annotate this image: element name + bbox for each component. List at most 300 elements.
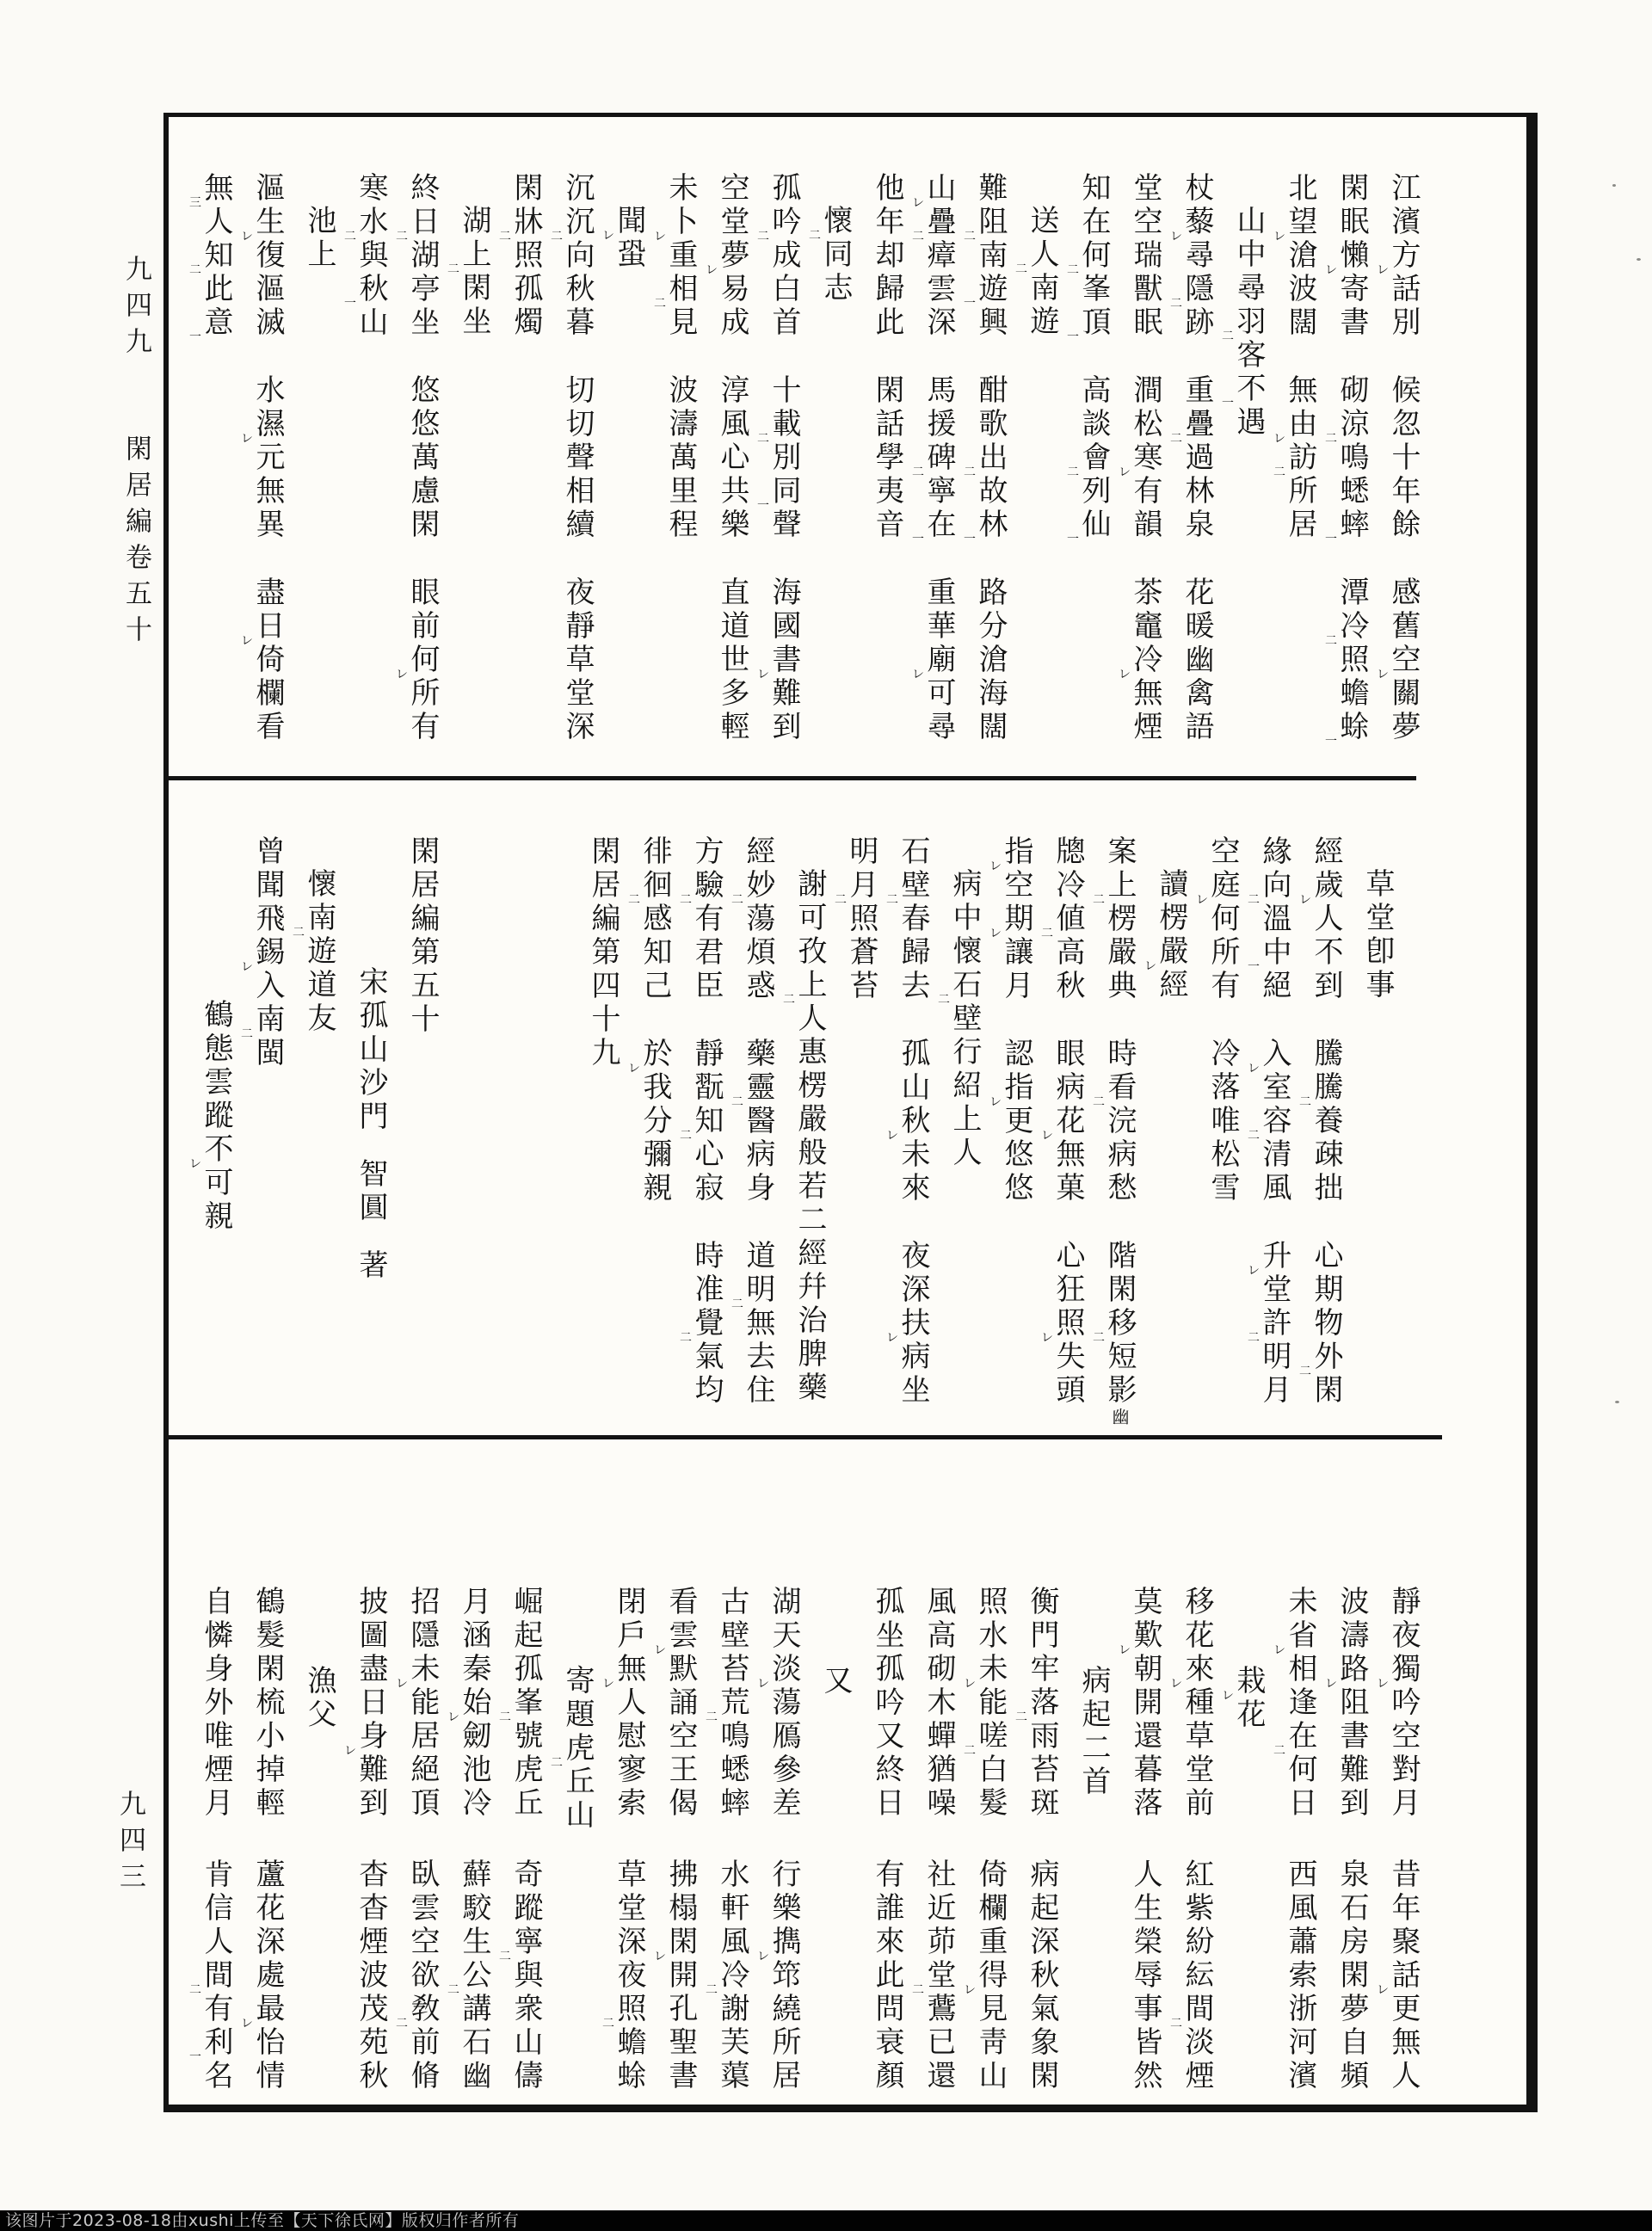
scan-speck	[1637, 258, 1641, 261]
text-line: 終日湖亭坐	[405, 172, 440, 340]
kunten-mark: 二	[396, 2017, 408, 2031]
title-column	[447, 172, 491, 766]
text-line: 閑牀照孤燭	[509, 172, 543, 340]
poem-column	[1273, 172, 1317, 766]
kunten-mark: レ	[1377, 1983, 1389, 1997]
poem-column	[1325, 1495, 1369, 2093]
kunten-mark: 二	[551, 230, 563, 243]
scan-speck	[1615, 1401, 1619, 1403]
text-line: 酣歌出故林	[973, 374, 1008, 542]
text-line: 閉戶無人慰寥索	[612, 1586, 646, 1821]
text-line: 靜翫知心寂	[689, 1038, 724, 1205]
poem-column	[1093, 835, 1137, 1425]
text-line: 潭冷照蟾蜍	[1335, 576, 1369, 744]
text-line: 寒水與秋山	[354, 172, 388, 340]
kunten-mark: レ	[912, 668, 924, 681]
kunten-mark: レ	[1170, 1677, 1182, 1691]
text-line: 騰騰養疎拙	[1309, 1038, 1343, 1205]
text-line: 照水未能嗟白髮	[973, 1586, 1008, 1821]
poem-column	[870, 1495, 904, 2093]
kunten-mark: 一	[344, 297, 356, 311]
kunten-mark: レ	[241, 230, 253, 243]
kunten-mark: レ	[654, 1950, 666, 1963]
poem-column	[241, 1495, 285, 2093]
kunten-mark: レ	[912, 196, 924, 210]
kunten-mark: 一	[757, 499, 769, 513]
text-line: 無由訪所居	[1283, 374, 1317, 542]
text-line: 讀楞嚴經	[1154, 868, 1188, 1002]
text-line: 懷同志	[818, 205, 853, 305]
text-line: 病中懷石壁行紹上人	[947, 868, 982, 1170]
kunten-mark: 一	[1222, 397, 1234, 410]
kunten-mark: 二	[912, 230, 924, 243]
kunten-mark: 二	[499, 230, 511, 243]
kunten-mark: レ	[1041, 1129, 1053, 1143]
kunten-mark: 二	[293, 926, 305, 940]
text-line: 山疊瘴雲深	[922, 172, 956, 340]
kunten-mark: レ	[1248, 1264, 1260, 1278]
text-line: 眼前何所有	[405, 576, 440, 744]
kunten-mark: 二	[1325, 432, 1337, 446]
text-line: 難阻南遊興	[973, 172, 1008, 340]
kunten-mark: 二	[602, 2017, 614, 2031]
kunten-mark: 二	[499, 1950, 511, 1963]
text-line: 杖藜尋隱跡	[1180, 172, 1214, 340]
kunten-mark: レ	[1299, 893, 1311, 907]
kunten-mark: 一	[189, 330, 201, 344]
text-line: 眼病花無菓	[1051, 1038, 1085, 1205]
text-line: 未卜重相見	[663, 172, 698, 340]
kunten-mark: 三	[189, 196, 201, 210]
text-line: 明月照蒼苔	[844, 835, 878, 1003]
kunten-mark: レ	[1377, 263, 1389, 277]
poem-column	[654, 172, 698, 766]
text-line: 懷南遊道友	[302, 868, 336, 1036]
text-line: 曾聞飛錫入南閩	[250, 835, 285, 1070]
text-line: 未省相逢在何日	[1283, 1586, 1317, 1821]
kunten-mark: レ	[706, 263, 718, 277]
poem-column	[1067, 172, 1111, 766]
kunten-mark: レ	[602, 1677, 614, 1691]
margin-folio-column	[122, 255, 149, 682]
kunten-mark: 一	[1248, 960, 1260, 974]
text-line: 月涵秦始劒池冷	[457, 1586, 491, 1821]
kunten-mark: レ	[241, 960, 253, 974]
text-line: 淳風心共樂	[715, 374, 749, 542]
kunten-mark: レ	[1377, 668, 1389, 681]
text-line: 草堂卽事	[1360, 868, 1395, 1002]
poem-column	[989, 835, 1033, 1425]
poem-column	[189, 172, 233, 766]
kunten-mark: 二	[1041, 927, 1053, 940]
kunten-mark: 二	[938, 993, 950, 1007]
text-line: 看雲默誦空王偈	[663, 1586, 698, 1821]
text-line: 波濤萬里程	[663, 374, 698, 542]
text-line: 臥雲空欲敎前脩	[405, 1858, 440, 2093]
text-line: 智圓	[354, 1158, 388, 1225]
kunten-mark: 二	[189, 263, 201, 277]
kunten-mark: 二	[1093, 1095, 1105, 1109]
kunten-mark: 二	[1015, 262, 1027, 276]
text-line: 孤山秋未來	[896, 1038, 930, 1205]
title-column	[1360, 835, 1395, 1425]
text-line: 感舊空關夢	[1386, 576, 1421, 744]
text-line: 心期物外閑	[1309, 1240, 1343, 1408]
kunten-mark: レ	[628, 1062, 640, 1075]
kunten-mark: 二	[1248, 1129, 1260, 1143]
kunten-mark: 二	[706, 1983, 718, 1997]
kunten-mark: 二	[1170, 297, 1182, 311]
poem-column	[189, 1495, 233, 2093]
poem-column	[189, 835, 233, 1425]
text-line: 徘徊感知己	[638, 835, 672, 1003]
text-line: 送人南遊	[1025, 205, 1059, 339]
kunten-mark: レ	[1325, 263, 1337, 277]
kunten-mark: レ	[241, 2017, 253, 2031]
kunten-mark: 一	[1325, 533, 1337, 546]
poem-column	[1041, 835, 1085, 1425]
text-line: 重疊過林泉	[1180, 374, 1214, 542]
text-line: 指空期讓月	[999, 835, 1033, 1003]
inserted-small-char: 幽	[1109, 1408, 1130, 1425]
text-line: 拂榻閑開孔聖書	[663, 1858, 698, 2093]
text-line: 高談會列仙	[1076, 374, 1111, 542]
text-line: 肯信人間有利名	[199, 1858, 233, 2093]
text-line: 路分滄海闊	[973, 576, 1008, 744]
text-line: 靜夜獨吟空對月	[1386, 1586, 1421, 1821]
marker-column	[586, 835, 620, 1425]
text-line: 經妙蕩煩惑	[741, 835, 775, 1003]
kunten-mark: 二	[835, 893, 847, 907]
kunten-mark: 二	[886, 893, 898, 907]
kunten-mark: 二	[809, 229, 821, 243]
text-line: 奇蹤寧與衆山儔	[509, 1858, 543, 2093]
kunten-mark: レ	[1144, 959, 1156, 973]
text-line: 蘆花深處最怡情	[250, 1858, 285, 2093]
text-line: 西風蕭索浙河濱	[1283, 1858, 1317, 2093]
poem-column	[602, 1495, 646, 2093]
text-line: 招隱未能居絕頂	[405, 1586, 440, 1821]
kunten-mark: レ	[396, 668, 408, 681]
kunten-mark: 二	[1067, 263, 1079, 277]
column-spacer	[489, 835, 566, 1425]
text-line: 緣向溫中絕	[1257, 835, 1291, 1003]
kunten-mark: レ	[757, 1950, 769, 1963]
text-line: 石壁春歸去	[896, 835, 930, 1003]
poem-column	[912, 1495, 956, 2093]
title-column	[809, 172, 853, 766]
kunten-mark: 二	[1248, 893, 1260, 907]
text-line: 蘚駮生公講石幽	[457, 1858, 491, 2093]
poem-column	[396, 1495, 440, 2093]
kunten-mark: レ	[1273, 230, 1285, 243]
kunten-mark: レ	[886, 1129, 898, 1143]
kunten-mark: 二	[706, 1710, 718, 1724]
text-line: 披圖盡日身難到	[354, 1586, 388, 1821]
kunten-mark: レ	[1196, 893, 1208, 907]
kunten-mark: レ	[1170, 230, 1182, 243]
poem-column	[731, 835, 775, 1425]
text-line: 昔年聚話更無人	[1386, 1858, 1421, 2093]
kunten-mark: 二	[1248, 1331, 1260, 1345]
text-line: 心狂照失頭	[1051, 1240, 1085, 1408]
poem-column	[757, 172, 801, 766]
kunten-mark: 一	[189, 2050, 201, 2064]
text-line: 自憐身外唯煙月	[199, 1586, 233, 1821]
kunten-mark: 一	[1067, 533, 1079, 546]
text-line: 水濕元無異	[250, 374, 285, 542]
poem-column	[872, 172, 902, 766]
kunten-mark: 二	[628, 893, 640, 907]
register-top	[169, 117, 1442, 776]
kunten-mark: 二	[654, 297, 666, 311]
watermark-bar	[0, 2210, 1652, 2231]
kunten-mark: 二	[783, 993, 795, 1007]
kunten-mark: レ	[1041, 1331, 1053, 1345]
kunten-mark: 二	[1067, 465, 1079, 479]
kunten-mark: レ	[654, 1643, 666, 1657]
text-line: 閑居編第五十	[405, 835, 440, 1037]
poem-column	[964, 1495, 1008, 2093]
kunten-mark: レ	[447, 1710, 459, 1724]
text-line: 冷落唯松雪	[1205, 1038, 1240, 1205]
register-bottom	[169, 1435, 1442, 2094]
text-line: 湖天淡蕩鴈參差	[767, 1586, 801, 1821]
scan-speck	[1612, 184, 1616, 187]
text-line: 病起深秋氣象閑	[1025, 1858, 1059, 2093]
text-line: 水軒風冷謝芙蕖	[715, 1858, 749, 2093]
poem-column	[1377, 172, 1421, 766]
kunten-mark: レ	[1248, 1062, 1260, 1075]
kunten-mark: レ	[1273, 432, 1285, 446]
title-column	[1222, 172, 1266, 766]
kunten-mark: 二	[964, 1744, 976, 1758]
kunten-mark: 二	[1299, 1095, 1311, 1109]
poem-column	[344, 1495, 388, 2093]
kunten-mark: 一	[912, 533, 924, 546]
poem-column	[499, 172, 543, 766]
text-line: 著	[354, 1249, 388, 1283]
text-line: 北望滄波闊	[1283, 172, 1317, 340]
text-line: 花暖幽禽語	[1180, 576, 1214, 744]
title-column	[1015, 172, 1059, 766]
text-line: 馬援碑寧在	[922, 374, 956, 542]
text-line: 切切聲相續	[560, 374, 595, 542]
poem-column	[344, 172, 388, 766]
kunten-mark: 二	[757, 230, 769, 243]
poem-column	[1015, 1495, 1059, 2093]
text-line: 鶴態雲蹤不可親	[199, 999, 233, 1234]
poem-column	[757, 1495, 801, 2093]
kunten-mark: 二	[912, 465, 924, 479]
poem-column	[706, 1495, 749, 2093]
text-line: 聞蛩	[612, 205, 646, 272]
text-line: 草堂深夜照蟾蜍	[612, 1858, 646, 2093]
poem-column	[241, 835, 285, 1425]
text-line: 案上楞嚴典	[1102, 835, 1137, 1003]
text-line: 茶竈冷無煙	[1128, 576, 1162, 744]
text-line: 有誰來此問衰顏	[870, 1858, 904, 2093]
text-line: 藥靈醫病身	[741, 1038, 775, 1205]
poem-column	[654, 1495, 698, 2093]
kunten-mark: 二	[1273, 1744, 1285, 1758]
kunten-mark: 二	[912, 1983, 924, 1997]
text-line: 沉沉向秋暮	[560, 172, 595, 340]
kunten-mark: 一	[1067, 330, 1079, 344]
title-column	[818, 1495, 853, 2084]
text-line: 於我分彌親	[638, 1038, 672, 1205]
title-column	[1076, 1495, 1111, 2084]
title-column	[938, 835, 982, 1425]
text-line: 行樂擕筇繞所居	[767, 1858, 801, 2093]
poem-column	[241, 172, 285, 766]
poem-column	[912, 172, 956, 766]
text-line: 江濱方話別	[1386, 172, 1421, 340]
poem-column	[1273, 1495, 1317, 2093]
text-line: 寄題虎丘山	[560, 1665, 595, 1833]
poem-column	[1119, 172, 1162, 766]
text-line: 謝可孜上人惠楞嚴般若二經幷治脾藥	[792, 868, 827, 1405]
kunten-mark: 二	[680, 1331, 692, 1345]
title-column	[302, 1495, 336, 2084]
text-line: 紅紫紛紜間淡煙	[1180, 1858, 1214, 2093]
poem-column	[628, 835, 672, 1425]
kunten-mark: レ	[1325, 1677, 1337, 1691]
poem-column	[447, 1495, 491, 2093]
poem-column	[1248, 835, 1291, 1425]
kunten-mark: 二	[241, 1027, 253, 1041]
poem-column	[499, 1495, 543, 2093]
kunten-mark: 一	[964, 533, 976, 546]
kunten-mark: レ	[241, 634, 253, 648]
text-line: 牕冷値高秋	[1051, 835, 1085, 1003]
kunten-mark: レ	[1119, 465, 1131, 479]
poem-column	[886, 835, 930, 1425]
text-line: 栽花	[1231, 1665, 1266, 1732]
kunten-mark: レ	[602, 229, 614, 243]
text-line: 古壁苔荒鳴蟋蟀	[715, 1586, 749, 1821]
text-line: 重華廟可尋	[922, 576, 956, 744]
kunten-mark: レ	[964, 1983, 976, 1997]
kunten-mark: レ	[1222, 1689, 1234, 1703]
poem-column	[1196, 835, 1240, 1425]
text-line: 漁父	[302, 1665, 336, 1732]
text-line: 夜靜草堂深	[560, 576, 595, 744]
text-line: 人生榮辱事皆然	[1128, 1858, 1162, 2093]
text-line: 盡日倚欄看	[250, 576, 285, 744]
volume-title: 閑居編卷五十	[120, 434, 151, 651]
text-line: 又	[818, 1665, 853, 1698]
kunten-mark: 二	[1093, 893, 1105, 907]
kunten-mark: 二	[447, 262, 459, 276]
folio-label: 九四九	[120, 255, 151, 363]
text-line: 道明無去住	[741, 1240, 775, 1408]
kunten-mark: 二	[680, 1129, 692, 1143]
poem-column	[835, 835, 878, 1425]
kunten-mark: 二	[1273, 465, 1285, 479]
kunten-mark: 二	[189, 1983, 201, 1997]
kunten-mark: 二	[964, 465, 976, 479]
kunten-mark: レ	[396, 1677, 408, 1691]
marker-column	[405, 835, 440, 1425]
kunten-mark: レ	[989, 927, 1002, 940]
kunten-mark: 二	[731, 1297, 743, 1311]
text-line: 時看浣病愁	[1102, 1038, 1137, 1205]
text-line: 池上	[302, 205, 336, 272]
text-line: 莫歎朝開還暮落	[1128, 1586, 1162, 1821]
kunten-mark: 二	[1093, 1331, 1105, 1345]
kunten-mark: レ	[989, 860, 1002, 873]
kunten-mark: レ	[1273, 1643, 1285, 1657]
register-middle	[169, 776, 1416, 1435]
text-line: 波濤路阻書難到	[1335, 1586, 1369, 1821]
text-line: 階閑移短影幽	[1102, 1240, 1137, 1425]
text-line: 無人知此意	[199, 172, 233, 340]
kunten-mark: レ	[886, 1331, 898, 1345]
text-line: 直道世多輕	[715, 576, 749, 744]
author-column	[354, 835, 388, 1425]
margin-page-number-column	[116, 1790, 143, 1929]
kunten-mark: 二	[1325, 634, 1337, 648]
kunten-mark: 二	[551, 1756, 563, 1770]
text-line: 方驗有君臣	[689, 835, 724, 1003]
text-line: 候忽十年餘	[1386, 374, 1421, 542]
kunten-mark: 二	[447, 1983, 459, 1997]
kunten-mark: 二	[1170, 432, 1182, 446]
watermark-text: 该图片于2023-08-18由xushi上传至【天下徐氏网】版权归作者所有	[5, 2211, 520, 2230]
title-column	[1222, 1495, 1266, 2084]
poem-column	[1325, 172, 1369, 766]
kunten-mark: 二	[731, 1095, 743, 1109]
text-line: 病起二首	[1076, 1665, 1111, 1799]
poem-column	[1170, 172, 1214, 766]
title-column	[1144, 835, 1188, 1425]
text-line: 澗松寒有韻	[1128, 374, 1162, 542]
text-line: 風高砌木蟬猶噪	[922, 1586, 956, 1821]
text-line: 湖上閑坐	[457, 205, 491, 339]
kunten-mark: 二	[757, 432, 769, 446]
kunten-mark: レ	[1119, 668, 1131, 681]
text-line: 空庭何所有	[1205, 835, 1240, 1003]
kunten-mark: 二	[396, 230, 408, 243]
text-line: 泉石房閑夢自頻	[1335, 1858, 1369, 2093]
kunten-mark: レ	[757, 668, 769, 681]
text-line: 海國書難到	[767, 576, 801, 744]
text-line: 鶴髮閑梳小掉輕	[250, 1586, 285, 1821]
text-line: 杳杳煙波茂苑秋	[354, 1858, 388, 2093]
poem-column	[680, 835, 724, 1425]
text-line: 入室容清風	[1257, 1038, 1291, 1205]
kunten-mark: 二	[499, 1710, 511, 1724]
poem-column	[1299, 835, 1343, 1425]
kunten-mark: レ	[989, 1095, 1002, 1109]
kunten-mark: レ	[964, 1677, 976, 1691]
text-line: 砌涼鳴蟋蟀	[1335, 374, 1369, 542]
page-number: 九四三	[114, 1790, 145, 1898]
text-line: 山中尋羽客不遇	[1231, 205, 1266, 440]
text-line: 閑眠懶寄書	[1335, 172, 1369, 340]
text-line: 移花來種草堂前	[1180, 1586, 1214, 1821]
kunten-mark: レ	[1377, 1677, 1389, 1691]
text-line: 十載別同聲	[767, 374, 801, 542]
text-line: 倚欄重得見靑山	[973, 1858, 1008, 2093]
text-line: 社近茆堂鷰已還	[922, 1858, 956, 2093]
kunten-mark: 二	[680, 893, 692, 907]
kunten-mark: 二	[964, 230, 976, 243]
text-line: 時准覺氣均	[689, 1240, 724, 1408]
kunten-mark: レ	[757, 1677, 769, 1691]
title-column	[551, 1495, 595, 2084]
